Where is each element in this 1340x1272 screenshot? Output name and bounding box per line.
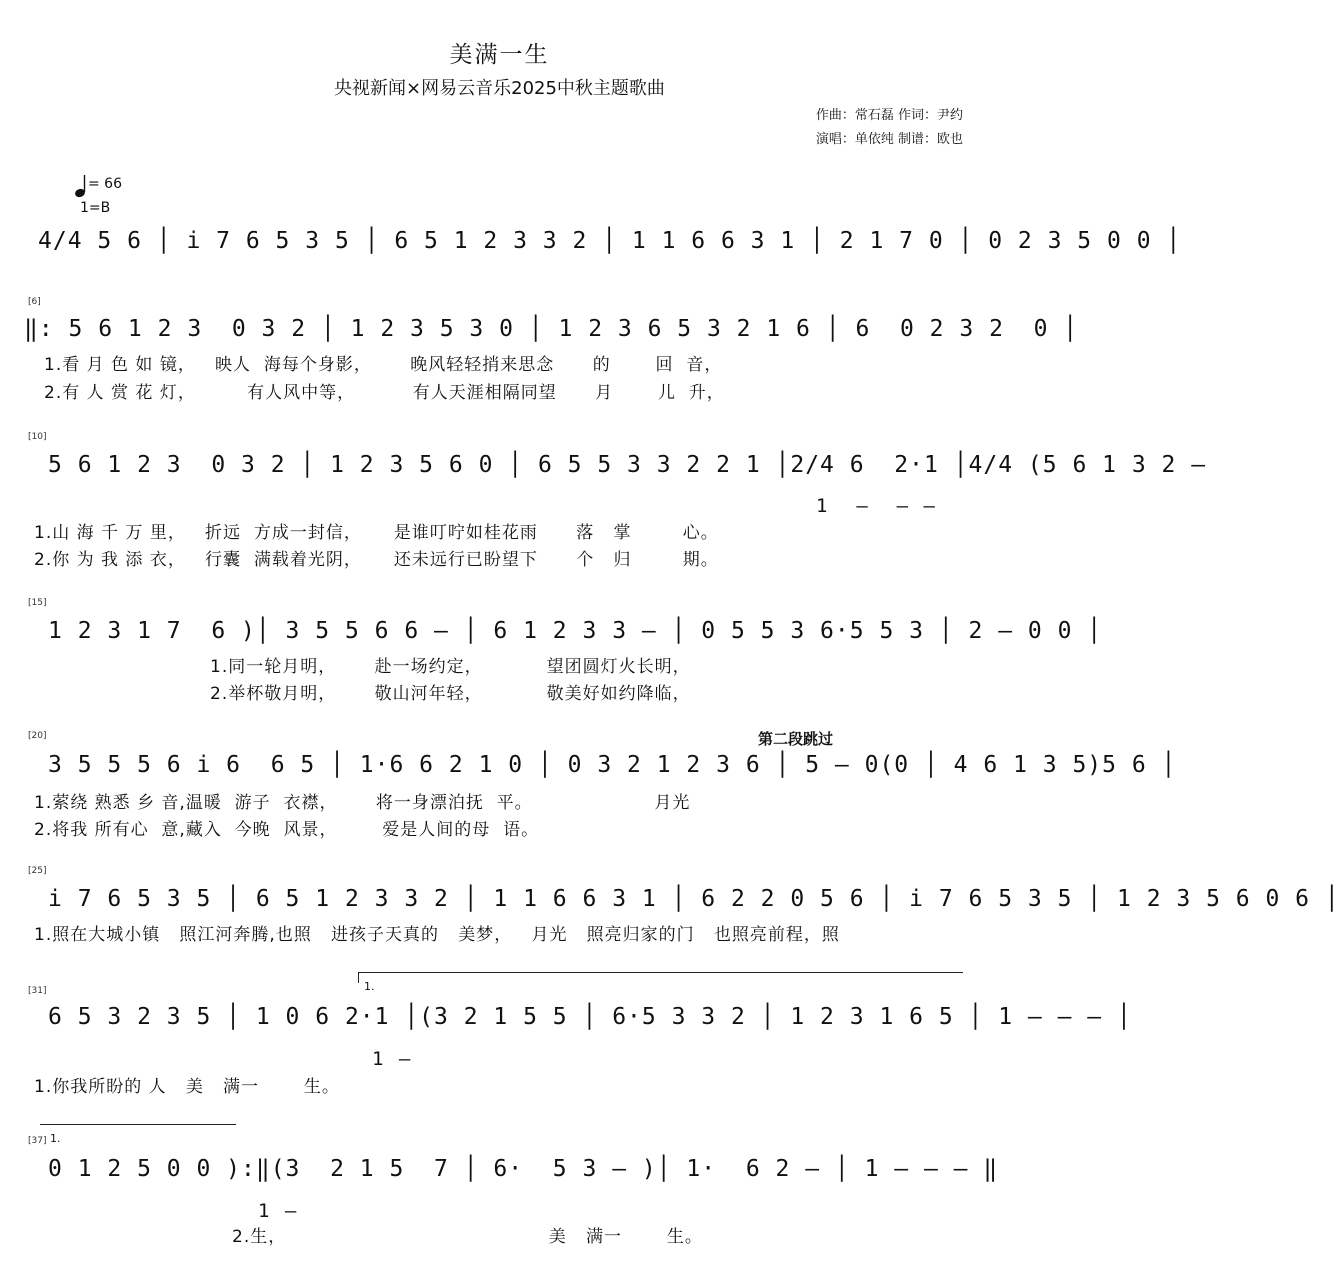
measure-number: [15]	[28, 598, 47, 608]
staff-extra-notes: 1 – – –	[816, 495, 937, 517]
staff-system-8: 0 1 2 5 0 0 ):‖(3 2 1 5 7 │ 6· 5 3 – )│ 1· 6 2 – │ 1 – – – ‖	[48, 1156, 999, 1182]
lyrics-verse-2: 2.将我 所有心 意,藏入 今晚 风景， 爱是人间的母 语。	[34, 820, 540, 840]
staff-system-5: 3 5 5 5 6 i 6 6 5 │ 1·6 6 2 1 0 │ 0 3 2 1 2 3 6 │ 5 – 0(0 │ 4 6 1 3 5)5 6 │	[48, 752, 1177, 778]
quarter-note-icon	[74, 174, 88, 198]
lyrics-verse-1: 1.你我所盼的 人 美 满一 生。	[34, 1077, 340, 1097]
key-signature: 1=B	[80, 200, 111, 216]
staff-system-6: i 7 6 5 3 5 │ 6 5 1 2 3 3 2 │ 1 1 6 6 3 1 │ 6 2 2 0 5 6 │ i 7 6 5 3 5 │ 1 2 3 5 6 0 6 │	[48, 886, 1340, 912]
staff-extra-notes: 1 –	[258, 1200, 299, 1222]
staff-system-3: 5 6 1 2 3 0 3 2 │ 1 2 3 5 6 0 │ 6 5 5 3 3 2 2 1 │2/4 6 2·1 │4/4 (5 6 1 3 2 –	[48, 452, 1207, 478]
measure-number: [10]	[28, 432, 47, 442]
staff-system-7: 6 5 3 2 3 5 │ 1 0 6 2·1 │(3 2 1 5 5 │ 6·5 3 3 2 │ 1 2 3 1 6 5 │ 1 – – – │	[48, 1004, 1132, 1030]
measure-number: [6]	[28, 297, 41, 307]
lyrics-verse-1: 1.看 月 色 如 镜， 映人 海每个身影， 晚风轻轻捎来思念 的 回 音，	[44, 355, 723, 375]
lyrics-verse-2: 2.你 为 我 添 衣， 行囊 满载着光阴， 还未远行已盼望下 个 归 期。	[34, 550, 719, 570]
lyrics-verse-1: 1.同一轮月明， 赴一场约定， 望团圆灯火长明，	[210, 657, 691, 677]
first-ending-number: 1.	[50, 1132, 61, 1145]
skip-annotation: 第二段跳过	[758, 730, 834, 748]
tempo-marking: = 66	[88, 176, 122, 192]
lyrics-verse-2: 2.生， 美 满一 生。	[232, 1227, 703, 1247]
lyrics-verse-1: 1.萦绕 熟悉 乡 音,温暖 游子 衣襟， 将一身漂泊抚 平。 月光	[34, 793, 691, 813]
measure-number: [20]	[28, 731, 47, 741]
lyrics-verse-2: 2.有 人 赏 花 灯， 有人风中等， 有人天涯相隔同望 月 儿 升，	[44, 383, 725, 403]
first-ending-bracket	[40, 1124, 236, 1135]
song-subtitle: 央视新闻×网易云音乐2025中秋主题歌曲	[334, 78, 665, 99]
staff-extra-notes: 1 –	[372, 1048, 413, 1070]
measure-number: [31]	[28, 986, 47, 996]
lyrics-verse-1: 1.照在大城小镇 照江河奔腾,也照 进孩子天真的 美梦， 月光 照亮归家的门 也照亮前程，照	[34, 925, 840, 945]
measure-number: [25]	[28, 866, 47, 876]
staff-system-1: 4/4 5 6 │ i 7 6 5 3 5 │ 6 5 1 2 3 3 2 │ 1 1 6 6 3 1 │ 2 1 7 0 │ 0 2 3 5 0 0 │	[38, 228, 1182, 254]
first-ending-number: 1.	[364, 980, 375, 993]
lyrics-verse-1: 1.山 海 千 万 里， 折远 方成一封信， 是谁叮咛如桂花雨 落 掌 心。	[34, 523, 719, 543]
credits-singer-arranger: 演唱：单依纯 制谱：欧也	[815, 132, 963, 147]
lyrics-verse-2: 2.举杯敬月明， 敬山河年轻， 敬美好如约降临，	[210, 684, 691, 704]
first-ending-bracket	[358, 972, 963, 983]
song-title: 美满一生	[449, 42, 550, 68]
credits-composer-lyricist: 作曲：常石磊 作词：尹约	[815, 108, 963, 123]
staff-system-4: 1 2 3 1 7 6 )│ 3 5 5 6 6 – │ 6 1 2 3 3 – │ 0 5 5 3 6·5 5 3 │ 2 – 0 0 │	[48, 618, 1103, 644]
measure-number: [37]	[28, 1136, 47, 1146]
staff-system-2: ‖: 5 6 1 2 3 0 3 2 │ 1 2 3 5 3 0 │ 1 2 3 6 5 3 2 1 6 │ 6 0 2 3 2 0 │	[24, 316, 1079, 342]
